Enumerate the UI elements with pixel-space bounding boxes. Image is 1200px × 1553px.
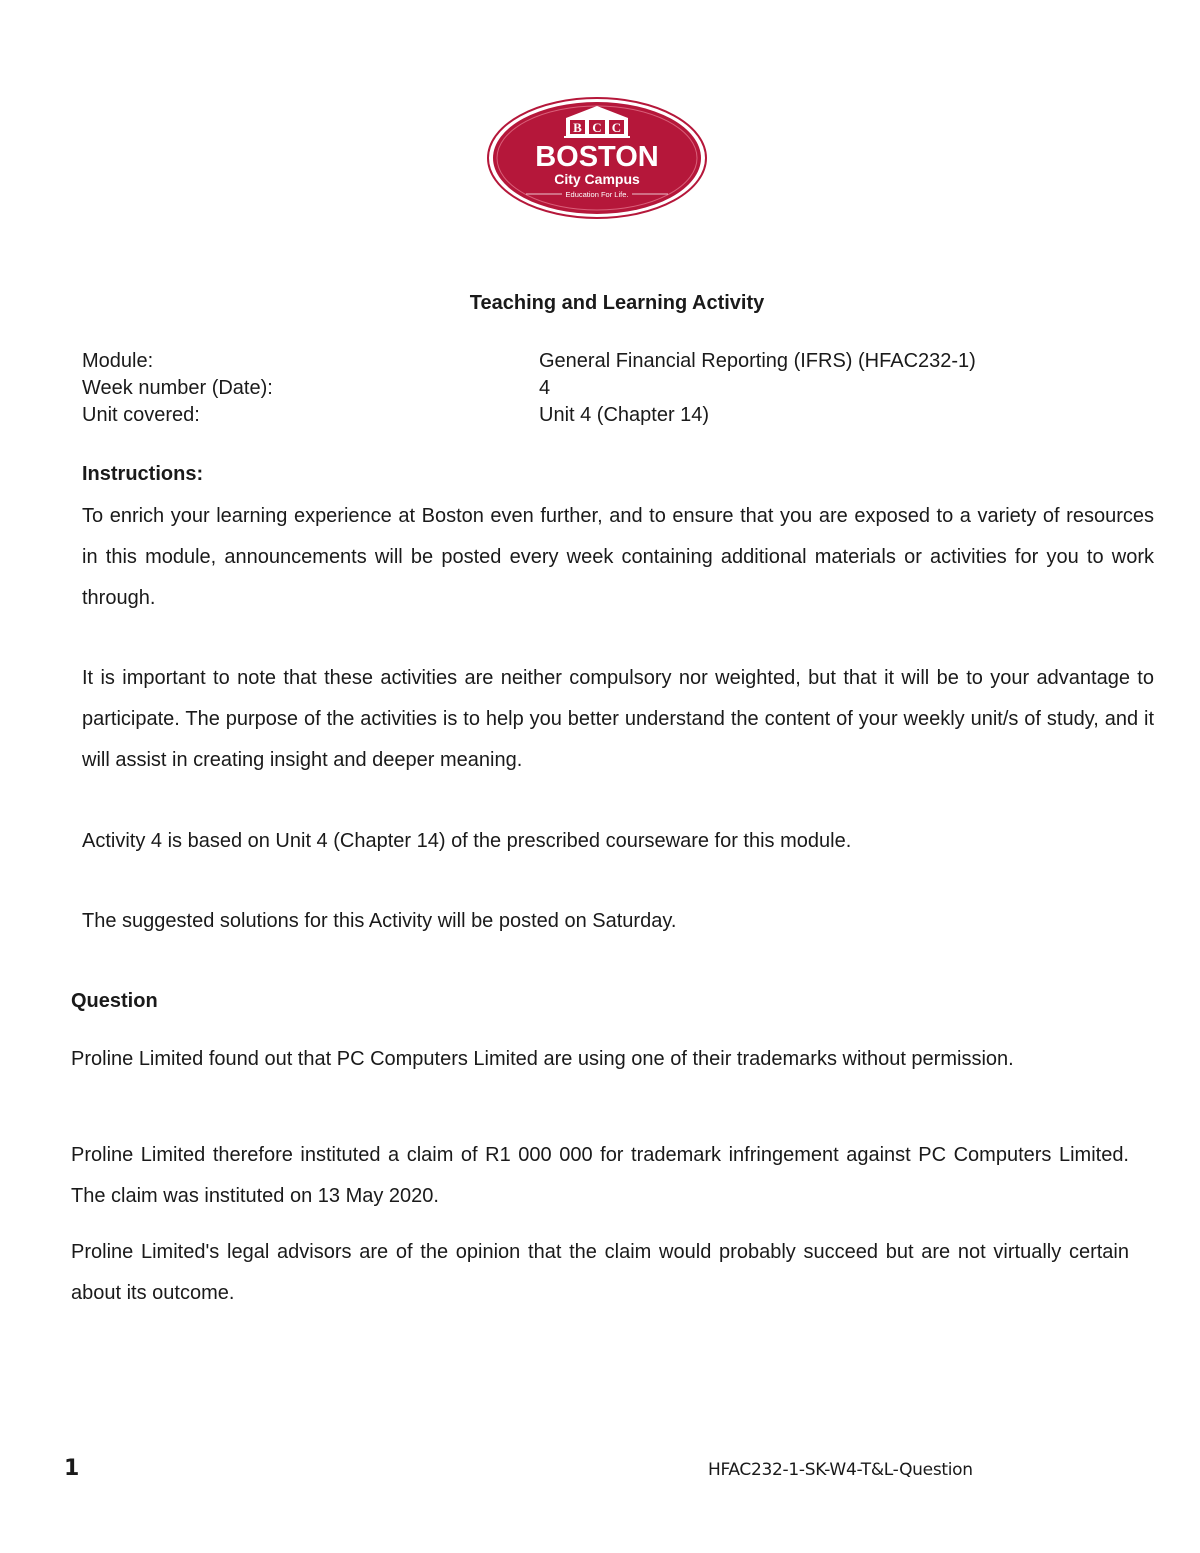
document-title: Teaching and Learning Activity	[469, 292, 765, 314]
instructions-heading: Instructions:	[82, 463, 204, 485]
logo-subtitle: City Campus	[554, 171, 640, 187]
logo-name: BOSTON	[535, 141, 659, 173]
logo-tagline: Education For Life.	[565, 190, 629, 199]
week-value: 4	[539, 377, 551, 399]
question-heading: Question	[71, 990, 158, 1012]
question-paragraph-3: Proline Limited's legal advisors are of the opinion that the claim would probably succeed but are not virtually certain about its outcome.	[71, 1241, 1129, 1304]
logo-initial-2: C	[592, 120, 602, 135]
week-row	[82, 375, 976, 402]
page-number: 1	[64, 1456, 80, 1481]
instructions-paragraph-3: Activity 4 is based on Unit 4 (Chapter 14) of the prescribed courseware for this module.	[82, 830, 852, 852]
logo-initial-1: B	[573, 120, 582, 135]
module-row	[82, 348, 976, 375]
unit-label: Unit covered:	[82, 404, 200, 426]
unit-row	[82, 402, 976, 429]
week-label: Week number (Date):	[82, 377, 273, 399]
boston-city-campus-logo	[486, 96, 708, 220]
logo-initial-3: C	[611, 120, 622, 135]
module-label: Module:	[82, 350, 154, 372]
question-paragraph-2: Proline Limited therefore instituted a claim of R1 000 000 for trademark infringement against PC Computers Limited. The claim was instituted on 13 May 2020.	[71, 1144, 1129, 1207]
module-info	[82, 348, 976, 429]
instructions-paragraph-1: To enrich your learning experience at Boston even further, and to ensure that you are exposed to a variety of resources in this module, announcements will be posted every week containing additional materials or activities for you to work through.	[82, 505, 1154, 609]
unit-value: Unit 4 (Chapter 14)	[539, 404, 710, 426]
question-paragraph-1: Proline Limited found out that PC Computers Limited are using one of their trademarks without permission.	[71, 1048, 1014, 1070]
module-value: General Financial Reporting (IFRS) (HFAC232-1)	[539, 350, 976, 372]
instructions-paragraph-4: The suggested solutions for this Activity will be posted on Saturday.	[82, 910, 677, 932]
instructions-paragraph-2: It is important to note that these activities are neither compulsory nor weighted, but that it will be to your advantage to participate. The purpose of the activities is to help you better understand the content of your weekly unit/s of study, and it will assist in creating insight and deeper meaning.	[82, 667, 1154, 771]
logo-graphic	[486, 96, 708, 220]
document-code: HFAC232-1-SK-W4-T&L-Question	[708, 1460, 973, 1480]
